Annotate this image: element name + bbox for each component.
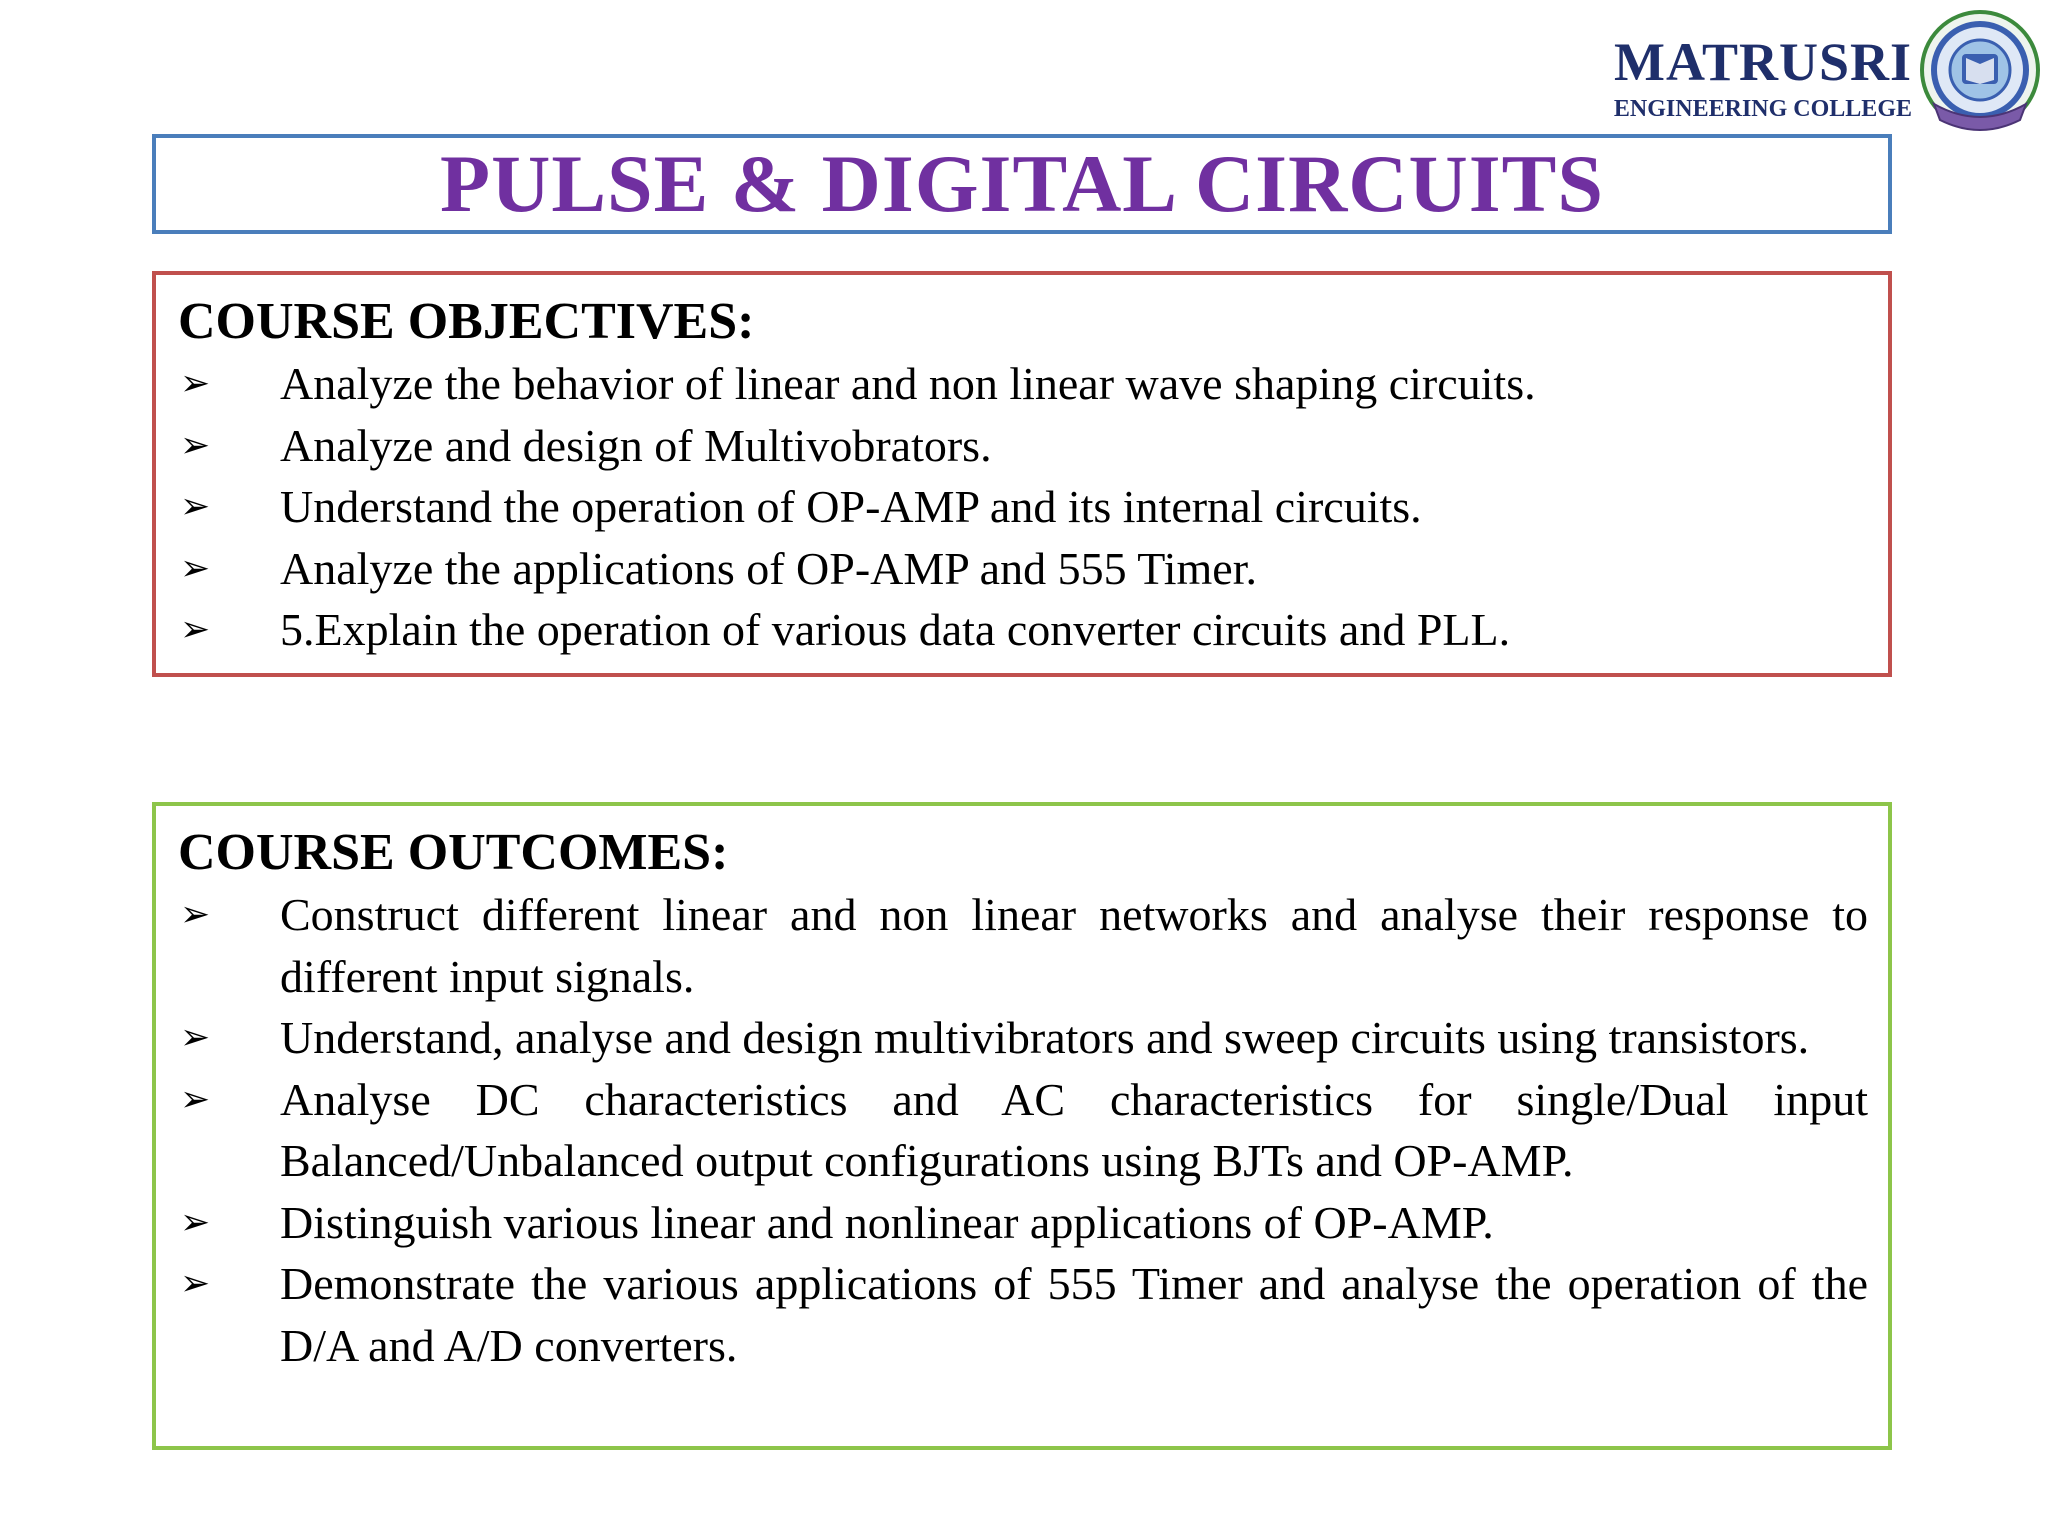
objective-item	[178, 538, 1868, 600]
outcome-item	[178, 884, 1868, 1007]
outcomes-heading: COURSE OUTCOMES:	[178, 824, 729, 881]
outcome-item	[178, 1007, 1868, 1069]
outcomes-list	[178, 884, 1868, 1376]
arrow-bullet-icon: ➢	[180, 363, 211, 404]
outcome-text: Demonstrate the various applications of 555 Timer and analyse the operation of the D/A and A/D converters.	[280, 1258, 1868, 1371]
objective-text: Analyze the behavior of linear and non linear wave shaping circuits.	[280, 358, 1536, 409]
objectives-heading: COURSE OBJECTIVES:	[178, 293, 755, 350]
objectives-list	[178, 353, 1868, 661]
arrow-bullet-icon: ➢	[180, 1263, 211, 1304]
college-emblem-icon	[1916, 8, 2044, 138]
outcome-item	[178, 1253, 1868, 1376]
objective-item	[178, 353, 1868, 415]
arrow-bullet-icon: ➢	[180, 1017, 211, 1058]
college-logo	[1604, 8, 2044, 138]
page-title: PULSE & DIGITAL CIRCUITS	[440, 138, 1604, 229]
outcome-text: Construct different linear and non linear networks and analyse their response to different input signals.	[280, 889, 1868, 1002]
outcome-text: Distinguish various linear and nonlinear applications of OP-AMP.	[280, 1196, 1494, 1248]
arrow-bullet-icon: ➢	[180, 1201, 211, 1243]
objective-item	[178, 415, 1868, 477]
logo-text	[1614, 34, 1912, 124]
arrow-bullet-icon: ➢	[180, 609, 211, 650]
outcome-item	[178, 1192, 1868, 1254]
title-box	[152, 134, 1892, 234]
college-name: MATRUSRI	[1613, 32, 1912, 92]
arrow-bullet-icon: ➢	[180, 1078, 211, 1120]
objective-item	[178, 599, 1868, 661]
course-objectives-box	[152, 271, 1892, 677]
objective-text: Understand the operation of OP-AMP and its internal circuits.	[280, 481, 1422, 532]
objective-item	[178, 476, 1868, 538]
arrow-bullet-icon: ➢	[180, 486, 211, 527]
course-outcomes-box	[152, 802, 1892, 1450]
objective-text: 5.Explain the operation of various data converter circuits and PLL.	[280, 604, 1511, 655]
arrow-bullet-icon: ➢	[180, 424, 211, 466]
objective-text: Analyze and design of Multivobrators.	[280, 419, 992, 471]
outcome-text: Understand, analyse and design multivibrators and sweep circuits using transistors.	[280, 1012, 1810, 1063]
outcome-item	[178, 1069, 1868, 1192]
outcome-text: Analyse DC characteristics and AC characteristics for single/Dual input Balanced/Unbalanced output configurations using BJTs and OP-AMP.	[280, 1073, 1868, 1186]
college-subtitle: ENGINEERING COLLEGE	[1613, 96, 1912, 122]
arrow-bullet-icon: ➢	[180, 547, 211, 589]
objective-text: Analyze the applications of OP-AMP and 555 Timer.	[280, 542, 1257, 594]
arrow-bullet-icon: ➢	[180, 894, 211, 935]
